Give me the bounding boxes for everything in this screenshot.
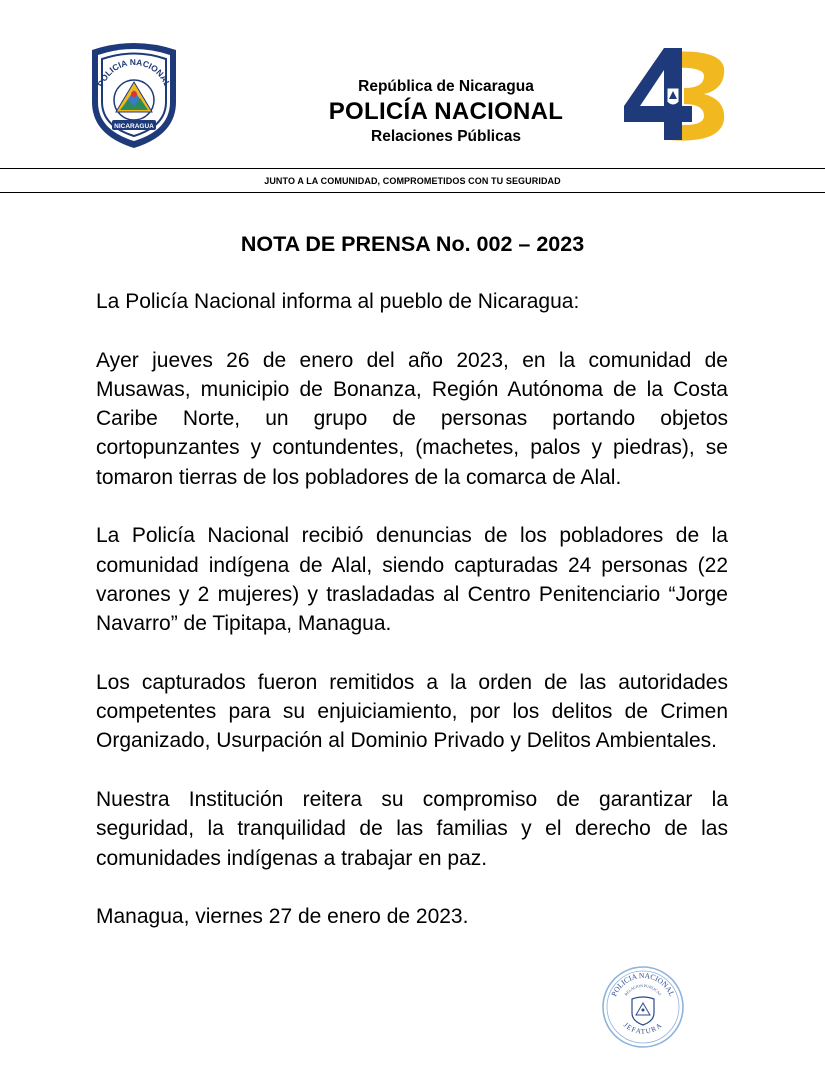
paragraph-commitment: Nuestra Institución reitera su compromiso de garantizar la seguridad, la tranquilidad de las familias y el derecho de las comunidades indígenas a trabajar en paz. <box>96 788 728 870</box>
police-shield-logo <box>84 40 184 150</box>
header-organization: POLICÍA NACIONAL <box>328 98 564 125</box>
motto: JUNTO A LA COMUNIDAD, COMPROMETIDOS CON TU SEGURIDAD <box>264 176 561 186</box>
letterhead <box>296 76 596 148</box>
paragraph-intro: La Policía Nacional informa al pueblo de Nicaragua: <box>96 290 580 313</box>
dateline: Managua, viernes 27 de enero de 2023. <box>96 905 469 929</box>
press-release-body <box>96 287 728 961</box>
svg-text:POLICIA NACIONAL: POLICIA NACIONAL <box>95 56 173 89</box>
paragraph-charges: Los capturados fueron remitidos a la orden de las autoridades competentes para su enjuiciamiento, por los delitos de Crimen Organizado, Usurpación al Dominio Privado y Delitos Ambientales. <box>96 670 728 753</box>
svg-text:NICARAGUA: NICARAGUA <box>114 123 154 130</box>
header-department: Relaciones Públicas <box>371 128 521 145</box>
svg-text:POLICIA NACIONAL: POLICIA NACIONAL <box>609 970 677 998</box>
press-release-title: NOTA DE PRENSA No. 002 – 2023 <box>240 232 585 256</box>
anniversary-43-logo <box>620 44 732 144</box>
paragraph-incident: Ayer jueves 26 de enero del año 2023, en la comunidad de Musawas, municipio de Bonanza, Región Autónoma de la Costa Caribe Norte, un grupo de personas portando objetos cortopunzantes y contundentes, (machetes, palos y piedras), se tomaron tierras de los pobladores de la comarca de Alal. <box>96 348 728 489</box>
jefatura-seal-stamp <box>601 965 685 1049</box>
header-country: República de Nicaragua <box>358 78 534 95</box>
header-rule-bottom <box>0 192 825 193</box>
paragraph-arrests: La Policía Nacional recibió denuncias de los pobladores de la comunidad indígena de Alal, siendo capturadas 24 personas (22 varones y 2 mujeres) y trasladadas al Centro Penitenciario “Jorge Navarro” de Tipitapa, Managua. <box>96 524 728 636</box>
svg-text:RELACION PUBLICAS: RELACION PUBLICAS <box>624 983 662 997</box>
svg-text:JEFATURA: JEFATURA <box>621 1020 664 1036</box>
header-rule-top <box>0 168 825 169</box>
